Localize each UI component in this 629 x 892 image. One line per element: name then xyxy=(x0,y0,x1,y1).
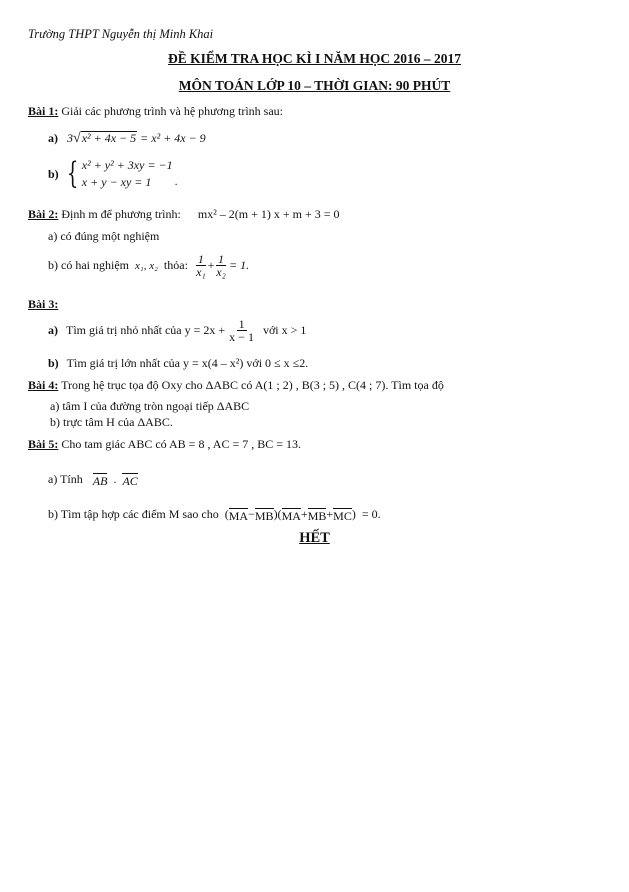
vector-mc: MC xyxy=(333,509,352,523)
vector-mb-2: MB xyxy=(307,509,327,523)
minus-sign: − xyxy=(248,507,255,521)
bai5-b xyxy=(48,507,381,522)
bai4-b: b) trực tâm H của ΔABC. xyxy=(50,415,173,429)
bai2-b-thoa: thỏa: xyxy=(163,258,188,272)
bai2-b-rhs: = 1. xyxy=(229,258,250,272)
bai5-label: Bài 5: xyxy=(28,437,59,451)
bai1-a-coef: 3 xyxy=(67,131,73,145)
bai1-b-eq2: x + y − xy = 1 xyxy=(81,175,152,189)
sqrt-icon: √ xyxy=(73,131,81,146)
bai2-b-vars: x₁, x₂ xyxy=(134,259,158,272)
dot-product: . xyxy=(113,472,117,486)
bai3-frac-den: x − 1 xyxy=(229,330,254,344)
bai5-heading xyxy=(28,437,301,452)
bai3-heading xyxy=(28,297,58,312)
frac2-num: 1 xyxy=(218,252,225,266)
paren-close-open: )( xyxy=(273,507,282,521)
bai2-a: a) có đúng một nghiệm xyxy=(48,229,160,243)
bai5-text: Cho tam giác ABC có AB = 8 , AC = 7 , BC = 13. xyxy=(58,437,301,451)
bai5-b-text: b) Tìm tập hợp các điểm M sao cho xyxy=(48,507,219,521)
bai2-b xyxy=(48,253,249,278)
bai3-a-text: Tìm giá trị nhỏ nhất của y = 2x + xyxy=(66,323,226,337)
bai3-a xyxy=(48,318,306,343)
bai1-a-radicand: x² + 4x − 5 xyxy=(81,131,137,145)
paren-open: ( xyxy=(224,507,229,521)
paren-close: ) xyxy=(351,507,356,521)
bai4-label: Bài 4: xyxy=(28,378,59,392)
bai2-b-text: b) có hai nghiệm xyxy=(48,258,129,272)
bai3-a-cond: với x > 1 xyxy=(262,323,307,337)
plus-sign-2: + xyxy=(326,507,334,521)
bai1-heading xyxy=(28,104,283,119)
exam-title: ĐỀ KIỂM TRA HỌC KÌ I NĂM HỌC 2016 – 2017 xyxy=(167,51,462,66)
bai1-a xyxy=(48,131,206,147)
exam-subtitle: MÔN TOÁN LỚP 10 – THỜI GIAN: 90 PHÚT xyxy=(178,78,451,93)
bai5-a xyxy=(48,472,138,487)
bai3-b-text: Tìm giá trị lớn nhất của y = x(4 – x²) với 0 ≤ x ≤2. xyxy=(66,356,309,370)
bai1-label: Bài 1: xyxy=(28,104,59,118)
vector-mb: MB xyxy=(254,509,274,523)
bai1-b-end: . xyxy=(174,173,178,188)
bai2-heading xyxy=(28,207,340,222)
bai3-label: Bài 3: xyxy=(28,297,59,311)
vector-ab: AB xyxy=(92,474,108,488)
vector-ma: MA xyxy=(228,509,249,523)
bai2-frac1 xyxy=(196,253,206,278)
bai1-a-label: a) xyxy=(48,131,58,145)
bai1-text: Giải các phương trình và hệ phương trình sau: xyxy=(58,104,283,118)
bai2-label: Bài 2: xyxy=(28,207,59,221)
vector-ma-2: MA xyxy=(281,509,301,523)
bai1-b-label: b) xyxy=(48,166,59,181)
bai2-frac2 xyxy=(216,253,226,278)
plus-sign: + xyxy=(206,258,216,272)
school-name: Trường THPT Nguyễn thị Minh Khai xyxy=(28,27,214,41)
bai1-b xyxy=(48,157,178,191)
bai2-equation: mx² – 2(m + 1) x + m + 3 = 0 xyxy=(197,207,340,221)
bai5-a-text: a) Tính xyxy=(48,472,83,486)
frac1-num: 1 xyxy=(197,252,204,266)
bai3-b-label: b) xyxy=(48,356,59,370)
bai5-b-rhs: = 0. xyxy=(361,507,381,521)
bai3-a-frac xyxy=(229,318,254,343)
vector-ac: AC xyxy=(122,474,138,488)
bai1-b-eq1: x² + y² + 3xy = −1 xyxy=(81,158,173,172)
bai1-b-system xyxy=(82,157,173,191)
bai4-heading xyxy=(28,378,444,393)
bai4-text: Trong hệ trục tọa độ Oxy cho ΔABC có A(1 ; 2) , B(3 ; 5) , C(4 ; 7). Tìm tọa độ xyxy=(58,378,444,392)
bai3-frac-num: 1 xyxy=(238,317,245,331)
brace-icon: { xyxy=(66,156,78,191)
bai3-b xyxy=(48,356,308,371)
bai3-a-label: a) xyxy=(48,323,58,337)
frac1-den: x₁ xyxy=(196,265,206,279)
frac2-den: x₂ xyxy=(216,265,226,279)
bai1-a-rhs: = x² + 4x − 9 xyxy=(140,131,206,145)
end-marker: HẾT xyxy=(299,530,330,546)
plus-sign-1: + xyxy=(300,507,308,521)
bai2-text: Định m để phương trình: xyxy=(58,207,181,221)
bai4-a: a) tâm I của đường tròn ngoại tiếp ΔABC xyxy=(50,399,250,413)
